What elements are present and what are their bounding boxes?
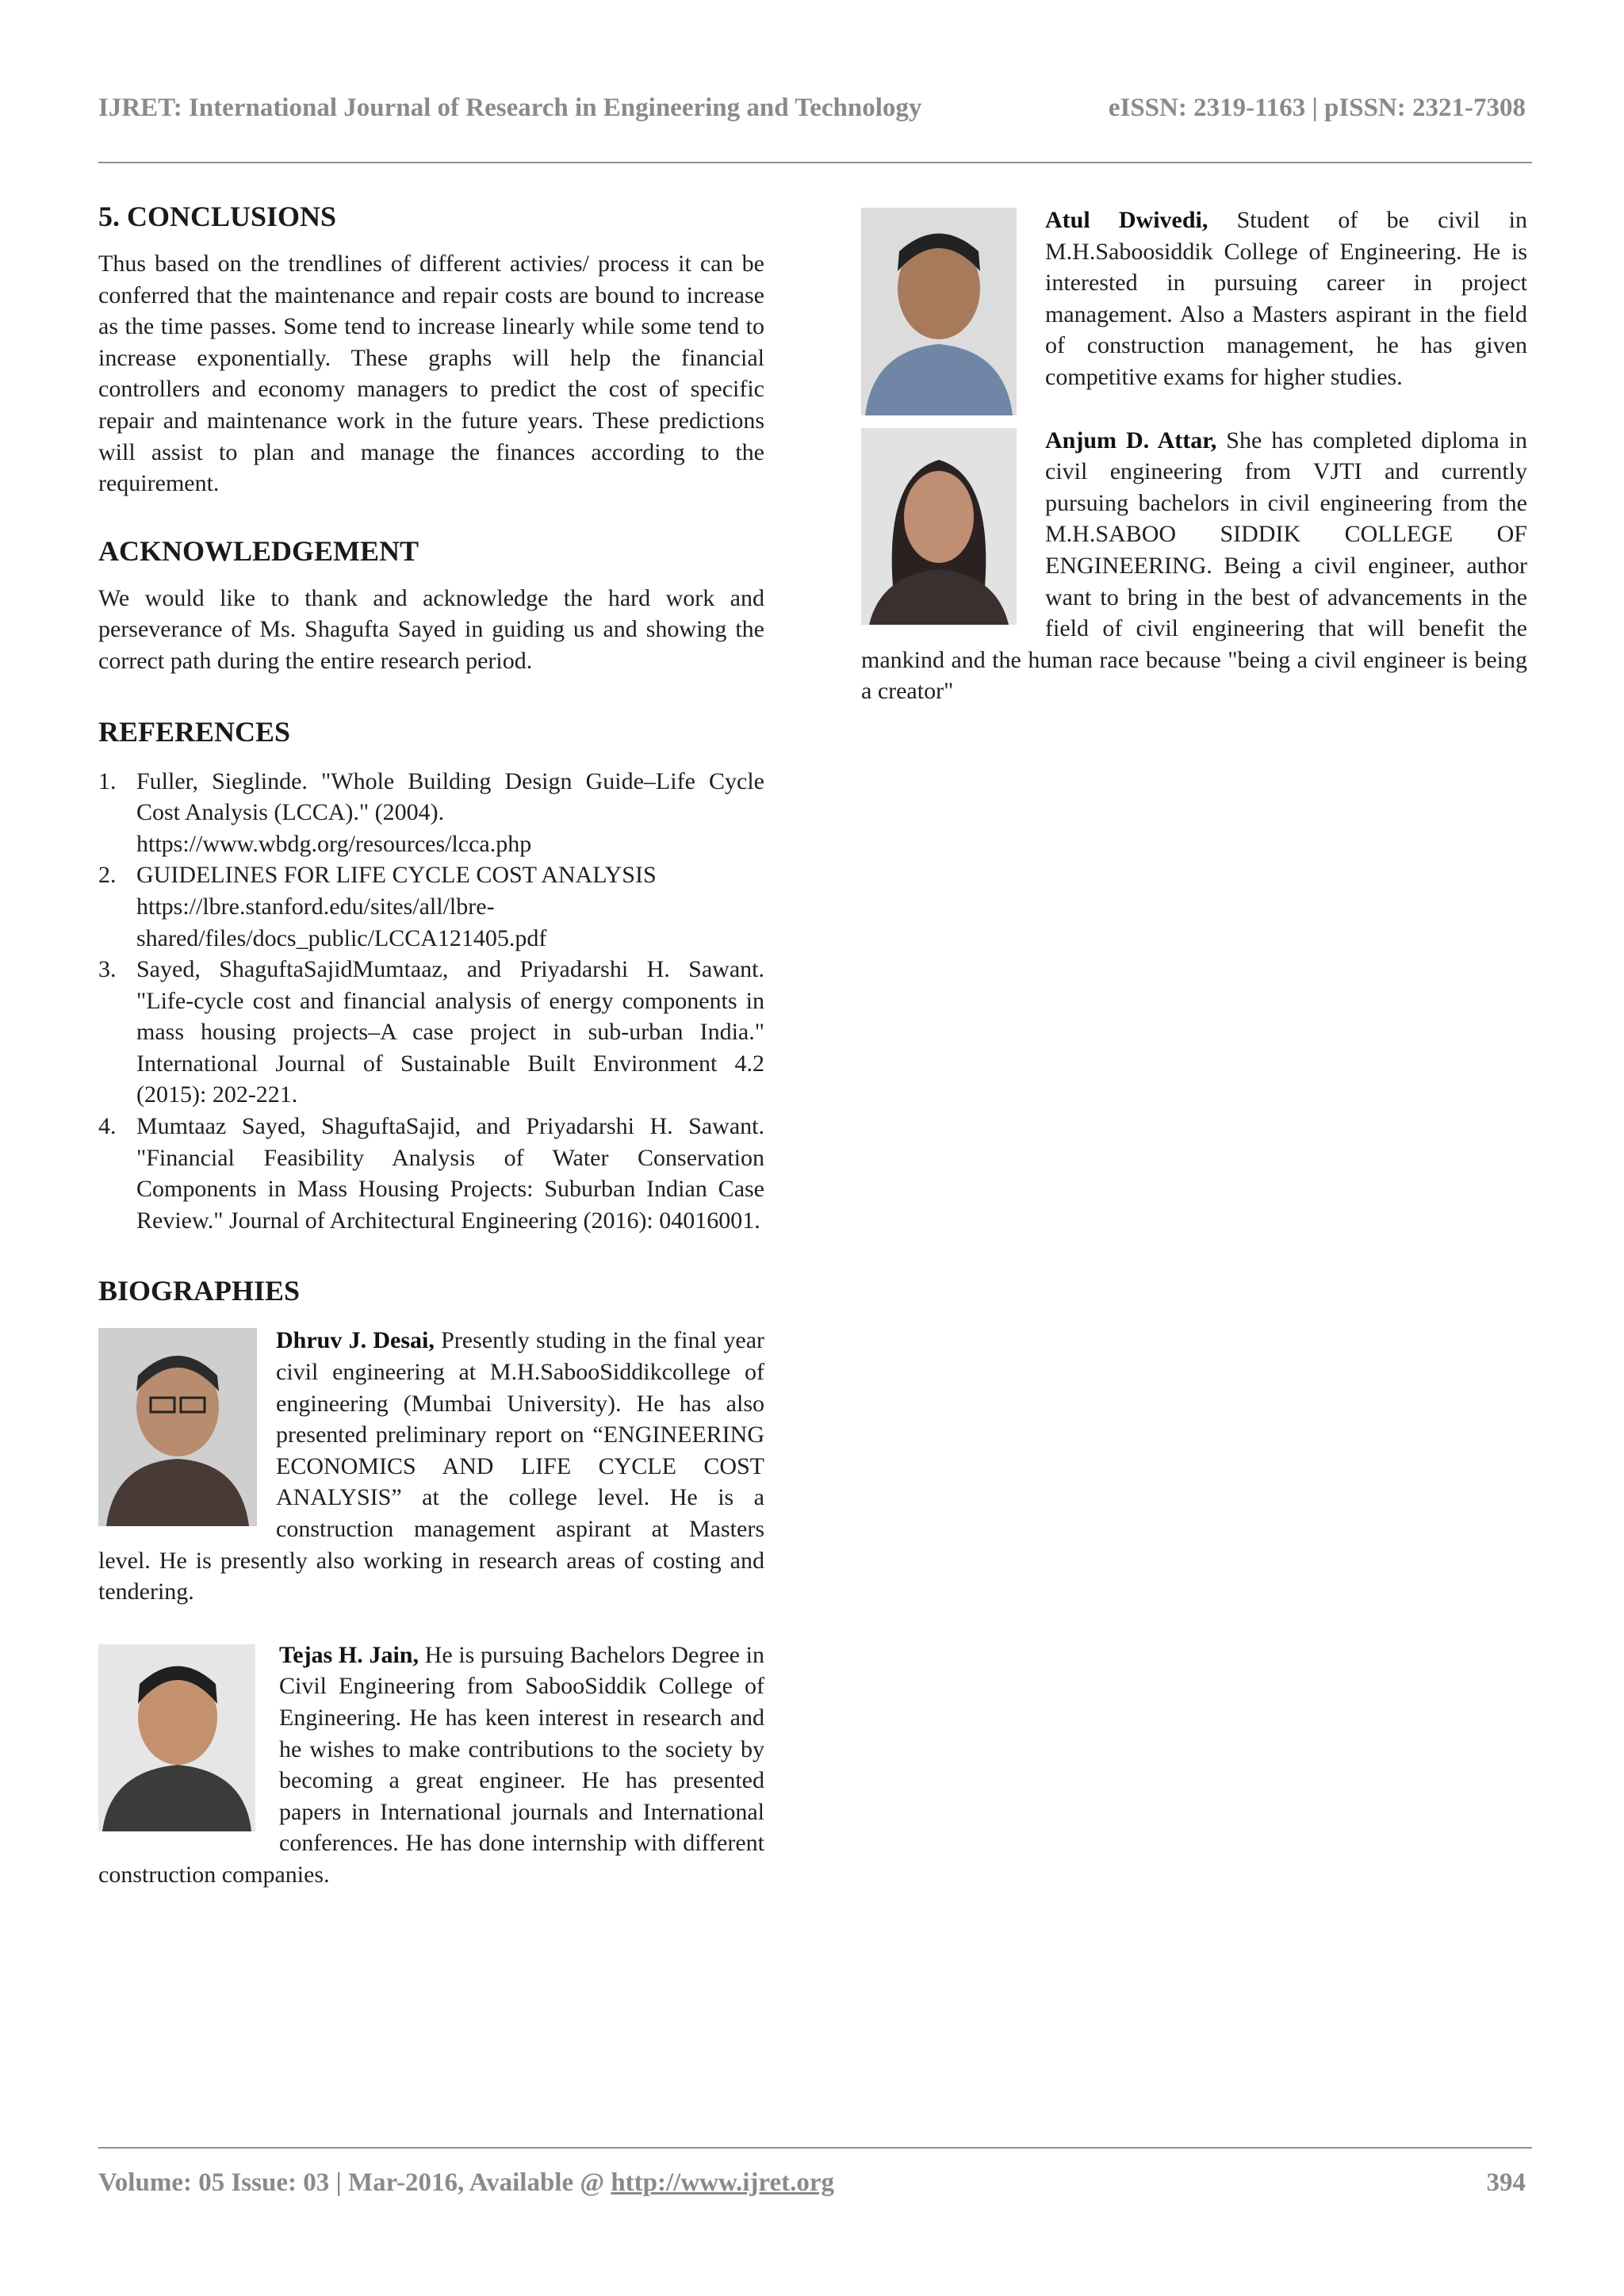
person-silhouette-icon — [98, 1644, 255, 1831]
reference-item — [98, 859, 764, 954]
reference-number: 1. — [98, 767, 117, 794]
author-bio: Presently studing in the final year civil engineering at M.H.SabooSiddikcollege of engineering (Mumbai University). He has also presented preliminary report on “ENGINEERING ECONOMICS AND LIFE CYCLE COST ANALYSIS” at the college level. He is a construction management aspirant at Masters level. He is presently also working in research areas of costing and tendering. — [98, 1327, 764, 1605]
bio-atul — [861, 205, 1527, 393]
journal-link[interactable]: http://www.ijret.org — [611, 2168, 834, 2197]
author-photo — [98, 1328, 257, 1526]
conclusions-heading: 5. CONCLUSIONS — [98, 201, 337, 232]
bio-tejas — [98, 1640, 764, 1891]
conclusions-text: Thus based on the trendlines of different activies/ process it can be conferred that the maintenance and repair costs are bound to increase as the time passes. Some tend to increase linearly while some tend to increase exponentially. These graphs will help the financial controllers and economy managers to predict the cost of specific repair and maintenance work in the future years. These predictions will assist to plan and manage the finances according to the requirement. — [98, 251, 764, 497]
reference-item — [98, 954, 764, 1111]
reference-link: https://lbre.stanford.edu/sites/all/lbre- — [136, 893, 495, 920]
person-silhouette-icon — [861, 428, 1017, 625]
reference-link: shared/files/docs_public/LCCA121405.pdf — [136, 924, 547, 951]
author-name: Anjum D. Attar, — [1045, 427, 1217, 453]
author-photo — [98, 1644, 255, 1831]
person-silhouette-icon — [98, 1328, 257, 1526]
footer-rule — [98, 2147, 1532, 2149]
author-name: Tejas H. Jain, — [279, 1641, 419, 1668]
references-list — [98, 766, 764, 1237]
page-number: 394 — [1486, 2168, 1526, 2197]
author-photo — [861, 428, 1017, 625]
author-photo — [861, 208, 1017, 415]
right-column — [861, 205, 1527, 707]
acknowledgement-heading: ACKNOWLEDGEMENT — [98, 534, 419, 567]
issn-label: eISSN: 2319-1163 | pISSN: 2321-7308 — [1108, 94, 1526, 122]
reference-link: https://www.wbdg.org/resources/lcca.php — [136, 830, 532, 857]
author-bio: Student of be civil in M.H.Saboosiddik College of Engineering. He is interested in pursuing career in project management. Also a Masters aspirant in the field of construction management, he has given competitive exams for higher studies. — [1045, 207, 1527, 390]
reference-item — [98, 766, 764, 860]
person-silhouette-icon — [861, 208, 1017, 415]
reference-text: Sayed, ShaguftaSajidMumtaaz, and Priyadarshi H. Sawant. "Life-cycle cost and financial analysis of energy components in mass housing projects–A case project in sub-urban India." International Journal of Sustainable Built Environment 4.2 (2015): 202-221. — [136, 956, 764, 1108]
biographies-heading: BIOGRAPHIES — [98, 1275, 301, 1307]
reference-text: Fuller, Sieglinde. "Whole Building Design Guide–Life Cycle Cost Analysis (LCCA)." (2004). — [136, 767, 764, 826]
reference-number: 2. — [98, 862, 117, 889]
header-rule — [98, 162, 1532, 163]
acknowledgement-text: We would like to thank and acknowledge the hard work and perseverance of Ms. Shagufta Sayed in guiding us and showing the correct path during the entire research period. — [98, 584, 764, 674]
author-name: Dhruv J. Desai, — [276, 1327, 435, 1354]
reference-number: 3. — [98, 956, 117, 983]
left-column — [98, 200, 764, 1891]
journal-title: IJRET: International Journal of Research in Engineering and Technology — [98, 94, 922, 122]
author-bio: He is pursuing Bachelors Degree in Civil Engineering from SabooSiddik College of Engineering. He has keen interest in research and he wishes to make contributions to the society by becoming a great engineer. He has presented papers in International journals and International conferences. He has done internship with different construction companies. — [98, 1641, 765, 1888]
footer-volume — [98, 2168, 834, 2198]
reference-text: Mumtaaz Sayed, ShaguftaSajid, and Priyadarshi H. Sawant. "Financial Feasibility Analysis of Water Conservation Components in Mass Housing Projects: Suburban Indian Case Review." Journal of Architectural Engineering (2016): 04016001. — [136, 1113, 764, 1234]
author-bio: She has completed diploma in civil engineering from VJTI and currently pursuing bachelors in civil engineering from the M.H.SABOO SIDDIK COLLEGE OF ENGINEERING. Being a civil engineer, author want to bring in the best of advancements in the field of civil engineering that will benefit the mankind and the human race because "being a civil engineer is being a creator" — [861, 427, 1527, 705]
reference-item — [98, 1111, 764, 1236]
bio-anjum — [861, 425, 1527, 707]
reference-number: 4. — [98, 1113, 117, 1140]
bio-dhruv — [98, 1325, 764, 1607]
reference-text: GUIDELINES FOR LIFE CYCLE COST ANALYSIS — [136, 862, 657, 889]
footer-volume-text: Volume: 05 Issue: 03 | Mar-2016, Available @ — [98, 2168, 611, 2197]
references-heading: REFERENCES — [98, 715, 291, 748]
author-name: Atul Dwivedi, — [1045, 207, 1208, 233]
